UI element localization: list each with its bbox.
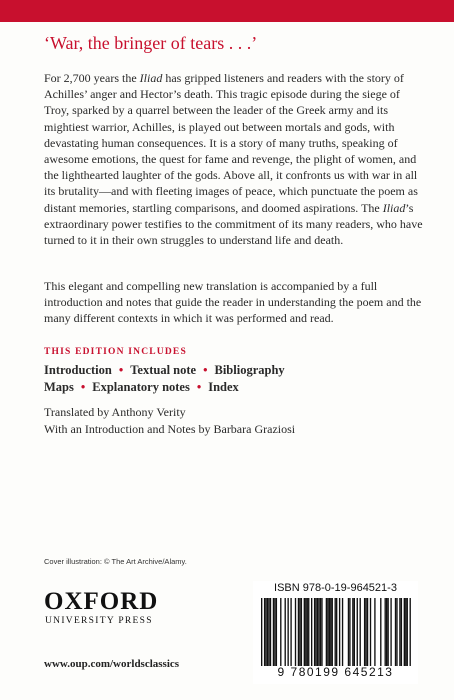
barcode-bar xyxy=(367,598,368,666)
barcode-bar xyxy=(401,598,402,666)
barcode-bar xyxy=(332,598,333,666)
barcode-bar xyxy=(318,598,319,666)
edition-includes-row-1 xyxy=(44,363,285,378)
barcode-bar xyxy=(352,598,353,666)
barcode-bar xyxy=(261,598,262,666)
barcode-bar xyxy=(396,598,397,666)
barcode-bar xyxy=(404,598,405,666)
edition-item: Explanatory notes xyxy=(92,380,190,394)
barcode-bar xyxy=(342,598,343,666)
isbn-label: ISBN 978-0-19-964521-3 xyxy=(274,582,397,594)
barcode-bar xyxy=(305,598,306,666)
barcode-bar xyxy=(314,598,315,666)
bullet-separator: • xyxy=(80,380,86,394)
edition-includes-row-2 xyxy=(44,380,239,395)
barcode-bar xyxy=(315,598,316,666)
barcode-bar xyxy=(339,598,340,666)
barcode-bar xyxy=(370,598,371,666)
publisher-url: www.oup.com/worldsclassics xyxy=(44,658,180,670)
barcode-bar xyxy=(267,598,268,666)
barcode-bar xyxy=(268,598,269,666)
edition-includes-heading: THIS EDITION INCLUDES xyxy=(44,347,187,357)
barcode-bar xyxy=(285,598,286,666)
publisher-logo-subtitle: UNIVERSITY PRESS xyxy=(45,616,153,626)
barcode-bar xyxy=(265,598,266,666)
barcode-bar xyxy=(365,598,366,666)
barcode-bar xyxy=(327,598,328,666)
barcode-bar xyxy=(273,598,274,666)
barcode-bar xyxy=(295,598,296,666)
blurb-paragraph-1: For 2,700 years the Iliad has gripped listeners and readers with the story of Achilles’ anger and Hector’s death. This tragic episode during the siege of Troy, sparked by a quarrel between the leader of the Greek army and its mightiest warrior, Achilles, is played out between mortals and gods, with devastating human consequences. It is a story of many truths, speaking of awesome emotions, the quest for fame and revenge, the plight of women, and the lighthearted laughter of the gods. Above all, it confronts us with war in all its brutality—and with fleeting images of peace, which punctuate the poem as distant memories, startling comparisons, and doomed aspirations. The Iliad’s extraordinary power testifies to the commitment of its many readers, who have turned to it in their own struggles to understand life and death. xyxy=(44,71,423,248)
barcode-bar xyxy=(336,598,337,666)
translator-credit: Translated by Anthony Verity xyxy=(44,405,186,419)
barcode-bar xyxy=(354,598,355,666)
barcode-bar xyxy=(385,598,386,666)
barcode-bar xyxy=(270,598,271,666)
barcode-bar xyxy=(387,598,388,666)
barcode-bar xyxy=(374,598,375,666)
barcode-bar xyxy=(326,598,327,666)
barcode-bar xyxy=(405,598,406,666)
barcode-bar xyxy=(320,598,321,666)
barcode-bar xyxy=(357,598,358,666)
edition-item: Index xyxy=(208,380,239,394)
barcode-bar xyxy=(410,598,411,666)
barcode-bar xyxy=(380,598,381,666)
barcode-bar xyxy=(274,598,275,666)
barcode-bar xyxy=(349,598,350,666)
barcode-bar xyxy=(287,598,288,666)
barcode-bar xyxy=(399,598,400,666)
barcode-bar xyxy=(307,598,308,666)
barcode-bar xyxy=(304,598,305,666)
barcode-bar xyxy=(308,598,309,666)
bullet-separator: • xyxy=(196,380,202,394)
barcode-bar xyxy=(299,598,300,666)
cover-illustration-credit: Cover illustration: © The Art Archive/Alamy. xyxy=(44,557,187,566)
barcode-bar xyxy=(360,598,361,666)
barcode-bar xyxy=(321,598,322,666)
barcode-bar xyxy=(298,598,299,666)
ean-digits: 9 780199 645213 xyxy=(277,665,394,679)
publisher-logo-name: OXFORD xyxy=(44,588,159,615)
barcode-bar xyxy=(264,598,265,666)
edition-item: Maps xyxy=(44,380,74,394)
barcode-bar xyxy=(329,598,330,666)
barcode-bar xyxy=(317,598,318,666)
barcode-bar xyxy=(276,598,277,666)
barcode-bar xyxy=(395,598,396,666)
barcode-bar xyxy=(364,598,365,666)
edition-item: Introduction xyxy=(44,363,112,377)
barcode-bar xyxy=(390,598,391,666)
barcode-panel xyxy=(253,581,418,684)
barcode-bar xyxy=(348,598,349,666)
introduction-credit: With an Introduction and Notes by Barbara Graziosi xyxy=(44,422,296,436)
barcode-bar xyxy=(301,598,302,666)
blurb-paragraph-2: This elegant and compelling new translation is accompanied by a full introduction and notes that guide the reader in understanding the poem and the many different contexts in which it was performed and read. xyxy=(44,279,422,326)
barcode-bar xyxy=(280,598,281,666)
barcode-bar xyxy=(407,598,408,666)
edition-item: Textual note xyxy=(130,363,197,377)
barcode-bar xyxy=(386,598,387,666)
bullet-separator: • xyxy=(118,363,124,377)
barcode-bar xyxy=(290,598,291,666)
bullet-separator: • xyxy=(203,363,208,377)
cover-quote-heading: ‘War, the bringer of tears . . .’ xyxy=(44,33,258,53)
top-red-band xyxy=(0,0,454,22)
barcode-bar xyxy=(330,598,331,666)
barcode-bar xyxy=(311,598,312,666)
edition-item: Bibliography xyxy=(214,363,285,377)
barcode-icon xyxy=(261,598,411,666)
barcode-bar xyxy=(335,598,336,666)
